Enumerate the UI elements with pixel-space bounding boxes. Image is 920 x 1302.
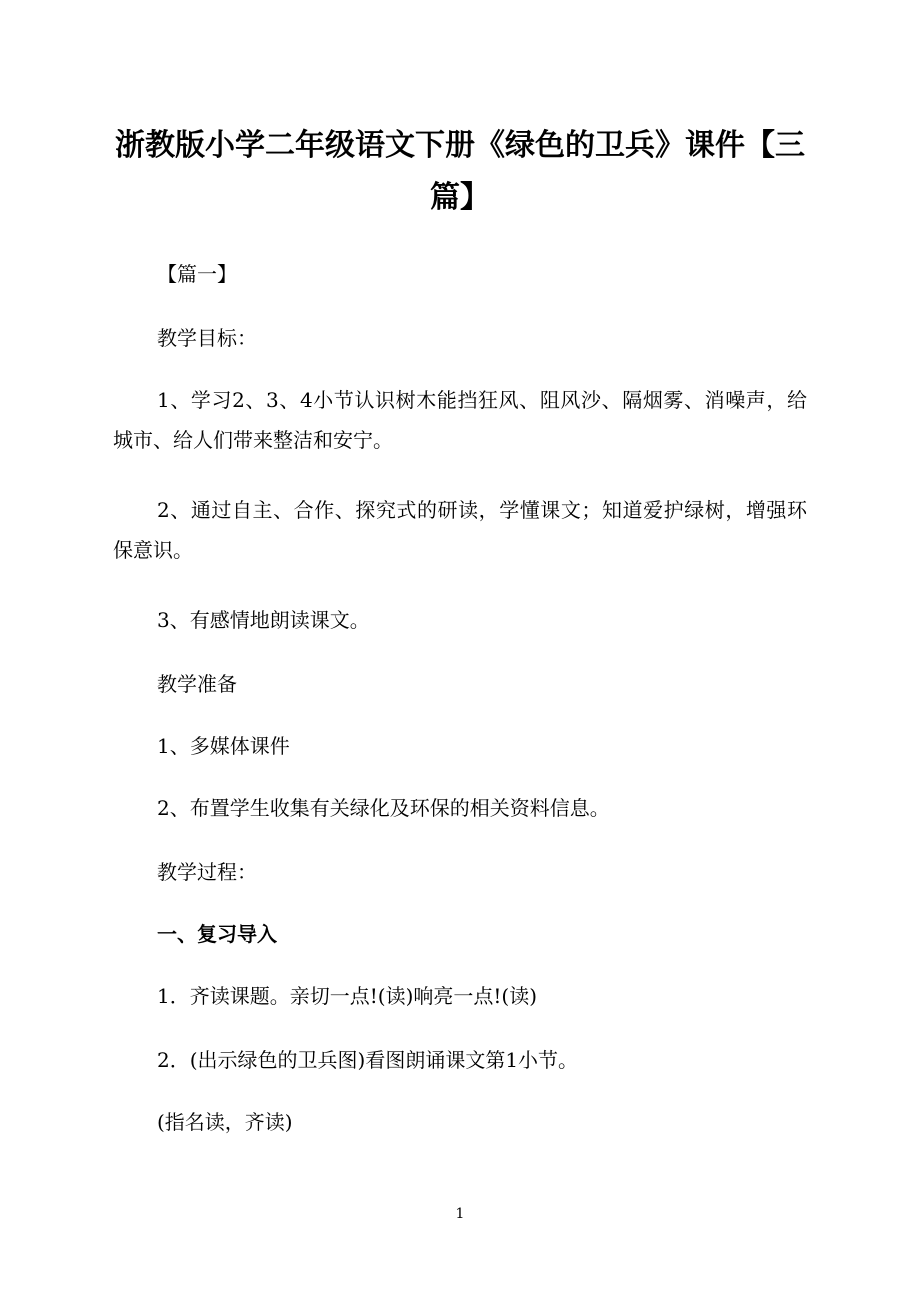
- paragraph-preparation-2: 2、布置学生收集有关绿化及环保的相关资料信息。: [157, 796, 610, 820]
- paragraph-preparation-1: 1、多媒体课件: [157, 734, 290, 758]
- paragraph-goal-3: 3、有感情地朗读课文。: [157, 608, 370, 632]
- section-label: 【篇一】: [157, 262, 237, 286]
- document-title: 浙教版小学二年级语文下册《绿色的卫兵》课件【三篇】: [115, 128, 805, 215]
- paragraph-review-note: (指名读，齐读): [157, 1110, 293, 1134]
- paragraph-goal-2: 2、通过自主、合作、探究式的研读，学懂课文；知道爱护绿树，增强环保意识。: [113, 498, 807, 562]
- paragraph-review-heading: 一、复习导入: [157, 922, 277, 946]
- paragraph-goal-1: 1、学习2、3、4小节认识树木能挡狂风、阻风沙、隔烟雾、消噪声，给城市、给人们带来整洁和安宁。: [113, 388, 807, 452]
- paragraph-process-heading: 教学过程：: [157, 860, 257, 884]
- paragraph-review-step-1: 1．齐读课题。亲切一点!(读)响亮一点!(读): [157, 984, 538, 1008]
- page-number: 1: [455, 1206, 465, 1222]
- paragraph-preparation-heading: 教学准备: [157, 672, 237, 696]
- paragraph-teaching-goals-heading: 教学目标：: [157, 326, 257, 350]
- paragraph-review-step-2: 2．(出示绿色的卫兵图)看图朗诵课文第1小节。: [157, 1048, 579, 1072]
